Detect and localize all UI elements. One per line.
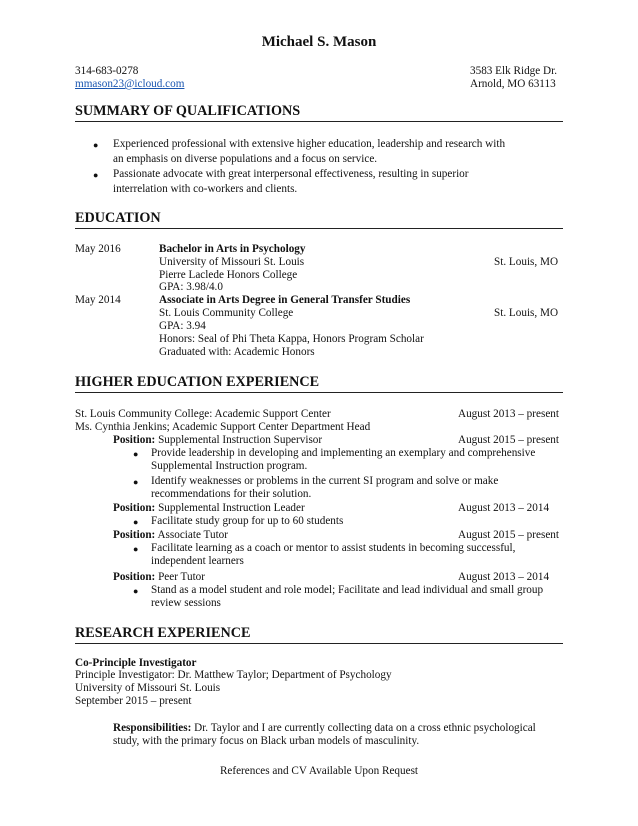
school-location: St. Louis, MO xyxy=(494,256,559,268)
responsibilities-text: Dr. Taylor and I are currently collecting data on a cross ethnic psychological xyxy=(194,722,536,734)
position-title: Supplemental Instruction Leader xyxy=(158,502,305,514)
position-title: Peer Tutor xyxy=(158,571,205,583)
position-entry xyxy=(113,502,305,515)
position-entry xyxy=(113,434,322,447)
bullet-icon: ● xyxy=(133,449,139,459)
responsibilities-line-1 xyxy=(113,722,536,735)
research-school: University of Missouri St. Louis xyxy=(75,682,221,694)
duty-line: Facilitate learning as a coach or mentor to assist students in becoming successful, xyxy=(151,542,516,554)
degree-title: Bachelor in Arts in Psychology xyxy=(159,243,306,255)
position-label: Position: xyxy=(113,502,156,514)
bullet-icon: ● xyxy=(93,140,99,150)
summary-bullet-2-line-2: interrelation with co-workers and clients. xyxy=(113,183,298,195)
employer-name: St. Louis Community College: Academic Support Center xyxy=(75,408,331,420)
responsibilities-line-2: study, with the primary focus on Black urban models of masculinity. xyxy=(113,735,420,747)
position-label: Position: xyxy=(113,529,156,541)
position-label: Position: xyxy=(113,434,156,446)
higher-ed-heading: HIGHER EDUCATION EXPERIENCE xyxy=(75,374,563,393)
position-dates: August 2013 – 2014 xyxy=(458,571,550,583)
education-detail: Pierre Laclede Honors College xyxy=(159,269,298,281)
education-heading: EDUCATION xyxy=(75,210,563,229)
research-role: Co-Principle Investigator xyxy=(75,657,197,669)
bullet-icon: ● xyxy=(133,477,139,487)
duty-line: review sessions xyxy=(151,597,221,609)
duty-line: independent learners xyxy=(151,555,244,567)
address-line-1: 3583 Elk Ridge Dr. xyxy=(470,65,558,77)
education-detail: GPA: 3.98/4.0 xyxy=(159,281,223,293)
duty-line: Identify weaknesses or problems in the current SI program and solve or make xyxy=(151,475,499,487)
education-detail: GPA: 3.94 xyxy=(159,320,206,332)
duty-line: recommendations for their solution. xyxy=(151,488,312,500)
address-line-2: Arnold, MO 63113 xyxy=(470,78,556,90)
education-date: May 2016 xyxy=(75,243,121,255)
summary-heading: SUMMARY OF QUALIFICATIONS xyxy=(75,103,563,122)
education-detail: Graduated with: Academic Honors xyxy=(159,346,315,358)
references-note: References and CV Available Upon Request xyxy=(219,765,419,777)
position-title: Supplemental Instruction Supervisor xyxy=(158,434,323,446)
school-name: University of Missouri St. Louis xyxy=(159,256,305,268)
summary-bullet-1-line-2: an emphasis on diverse populations and a focus on service. xyxy=(113,153,378,165)
research-dates: September 2015 – present xyxy=(75,695,192,707)
school-location: St. Louis, MO xyxy=(494,307,559,319)
degree-title: Associate in Arts Degree in General Transfer Studies xyxy=(159,294,411,306)
duty-line: Facilitate study group for up to 60 students xyxy=(151,515,344,527)
supervisor-name: Ms. Cynthia Jenkins; Academic Support Center Department Head xyxy=(75,421,371,433)
education-date: May 2014 xyxy=(75,294,121,306)
duty-line: Supplemental Instruction program. xyxy=(151,460,308,472)
position-label: Position: xyxy=(113,571,156,583)
school-name: St. Louis Community College xyxy=(159,307,294,319)
principal-investigator: Principle Investigator: Dr. Matthew Taylor; Department of Psychology xyxy=(75,669,392,681)
applicant-name: Michael S. Mason xyxy=(261,34,377,50)
employer-dates: August 2013 – present xyxy=(458,408,559,420)
summary-bullet-1-line-1: Experienced professional with extensive higher education, leadership and research with xyxy=(113,138,506,150)
duty-line: Stand as a model student and role model; Facilitate and lead individual and small group xyxy=(151,584,544,596)
position-entry xyxy=(113,571,205,584)
research-heading: RESEARCH EXPERIENCE xyxy=(75,625,563,644)
summary-bullet-2-line-1: Passionate advocate with great interpersonal effectiveness, resulting in superior xyxy=(113,168,469,180)
position-dates: August 2015 – present xyxy=(458,434,559,446)
bullet-icon: ● xyxy=(93,170,99,180)
responsibilities-label: Responsibilities: xyxy=(113,722,192,734)
bullet-icon: ● xyxy=(133,517,139,527)
email-link[interactable]: mmason23@icloud.com xyxy=(75,78,185,90)
position-dates: August 2015 – present xyxy=(458,529,559,541)
position-dates: August 2013 – 2014 xyxy=(458,502,550,514)
position-entry xyxy=(113,529,228,542)
bullet-icon: ● xyxy=(133,544,139,554)
position-title: Associate Tutor xyxy=(157,529,229,541)
education-detail: Honors: Seal of Phi Theta Kappa, Honors Program Scholar xyxy=(159,333,424,345)
duty-line: Provide leadership in developing and implementing an exemplary and comprehensive xyxy=(151,447,536,459)
bullet-icon: ● xyxy=(133,586,139,596)
phone-number: 314-683-0278 xyxy=(75,65,139,77)
